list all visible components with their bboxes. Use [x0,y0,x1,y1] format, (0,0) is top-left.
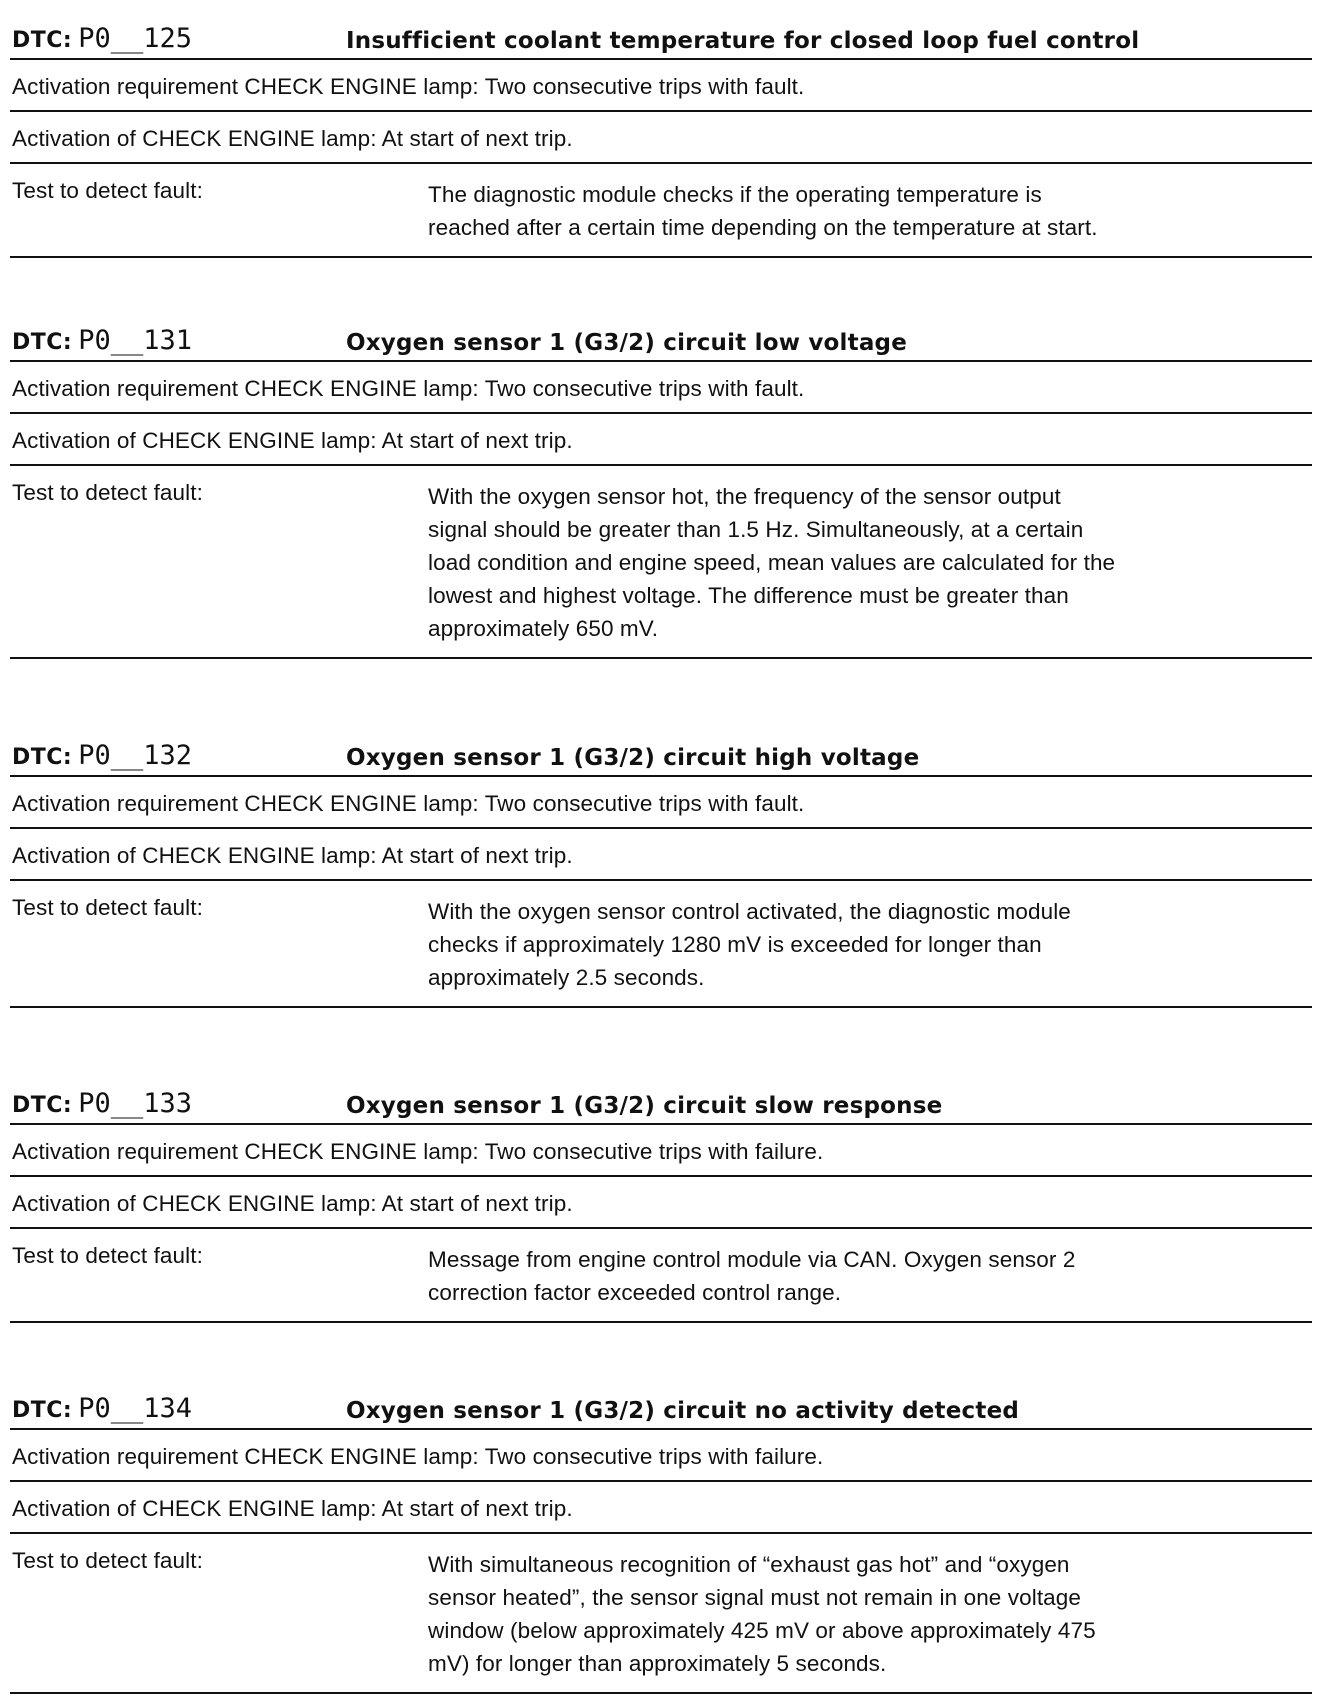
dtc-header [10,18,1312,60]
test-label: Test to detect fault: [12,895,203,920]
activation-of-lamp-row [10,1482,1312,1534]
dtc-title: Insufficient coolant temperature for closed loop fuel control [346,28,1140,54]
test-row [10,466,1312,659]
activation-requirement-text: Activation requirement CHECK ENGINE lamp: Two consecutive trips with fault. [12,791,805,816]
test-description: With the oxygen sensor control activated, the diagnostic module checks if approximately 1280 mV is exceeded for longer than approximately 2.5 seconds. [428,899,1071,990]
dtc-title: Oxygen sensor 1 (G3/2) circuit no activity detected [346,1398,1020,1424]
test-row [10,1534,1312,1694]
activation-of-lamp-text: Activation of CHECK ENGINE lamp: At start of next trip. [12,428,573,453]
dtc-entry [10,1083,1312,1323]
dtc-entry [10,18,1312,258]
test-description: The diagnostic module checks if the operating temperature is reached after a certain time depending on the temperature at start. [428,182,1098,240]
activation-of-lamp-text: Activation of CHECK ENGINE lamp: At start of next trip. [12,1191,573,1216]
test-label: Test to detect fault: [12,1243,203,1268]
activation-requirement-text: Activation requirement CHECK ENGINE lamp: Two consecutive trips with fault. [12,74,805,99]
dtc-title: Oxygen sensor 1 (G3/2) circuit slow response [346,1093,943,1119]
test-row [10,881,1312,1008]
activation-requirement-text: Activation requirement CHECK ENGINE lamp: Two consecutive trips with failure. [12,1444,824,1469]
activation-requirement-text: Activation requirement CHECK ENGINE lamp: Two consecutive trips with failure. [12,1139,824,1164]
dtc-code: P0__133 [78,1088,193,1119]
dtc-entry [10,735,1312,1008]
dtc-header [10,1388,1312,1430]
test-row [10,1229,1312,1323]
activation-of-lamp-row [10,829,1312,881]
test-description: Message from engine control module via CAN. Oxygen sensor 2 correction factor exceeded control range. [428,1247,1076,1305]
activation-of-lamp-text: Activation of CHECK ENGINE lamp: At start of next trip. [12,126,573,151]
dtc-code: P0__132 [78,740,193,771]
activation-requirement-row [10,777,1312,829]
activation-of-lamp-row [10,1177,1312,1229]
test-label: Test to detect fault: [12,480,203,505]
dtc-entry [10,1388,1312,1694]
dtc-code: P0__131 [78,325,193,356]
dtc-code: P0__134 [78,1393,193,1424]
activation-of-lamp-text: Activation of CHECK ENGINE lamp: At start of next trip. [12,1496,573,1521]
dtc-label: DTC: P0__131 [12,325,193,356]
dtc-entry [10,320,1312,659]
activation-requirement-row [10,1125,1312,1177]
dtc-title: Oxygen sensor 1 (G3/2) circuit high voltage [346,745,920,771]
dtc-header [10,320,1312,362]
test-description: With the oxygen sensor hot, the frequency of the sensor output signal should be greater than 1.5 Hz. Simultaneously, at a certain load condition and engine speed, mean values are calculated for the lowest and highest voltage. The difference must be greater than approximately 650 mV. [428,484,1116,641]
test-row [10,164,1312,258]
dtc-header [10,1083,1312,1125]
test-label: Test to detect fault: [12,1548,203,1573]
test-label: Test to detect fault: [12,178,203,203]
activation-of-lamp-row [10,414,1312,466]
activation-requirement-row [10,1430,1312,1482]
activation-of-lamp-row [10,112,1312,164]
dtc-code: P0__125 [78,23,193,54]
dtc-label: DTC: P0__132 [12,740,193,771]
test-description: With simultaneous recognition of “exhaust gas hot” and “oxygen sensor heated”, the sensor signal must not remain in one voltage window (below approximately 425 mV or above approximately 475 mV) for longer than approximately 5 seconds. [428,1552,1096,1676]
dtc-label: DTC: P0__134 [12,1393,193,1424]
dtc-title: Oxygen sensor 1 (G3/2) circuit low voltage [346,330,908,356]
activation-requirement-row [10,362,1312,414]
activation-requirement-text: Activation requirement CHECK ENGINE lamp: Two consecutive trips with fault. [12,376,805,401]
dtc-label: DTC: P0__133 [12,1088,193,1119]
activation-requirement-row [10,60,1312,112]
dtc-label: DTC: P0__125 [12,23,193,54]
activation-of-lamp-text: Activation of CHECK ENGINE lamp: At start of next trip. [12,843,573,868]
dtc-header [10,735,1312,777]
